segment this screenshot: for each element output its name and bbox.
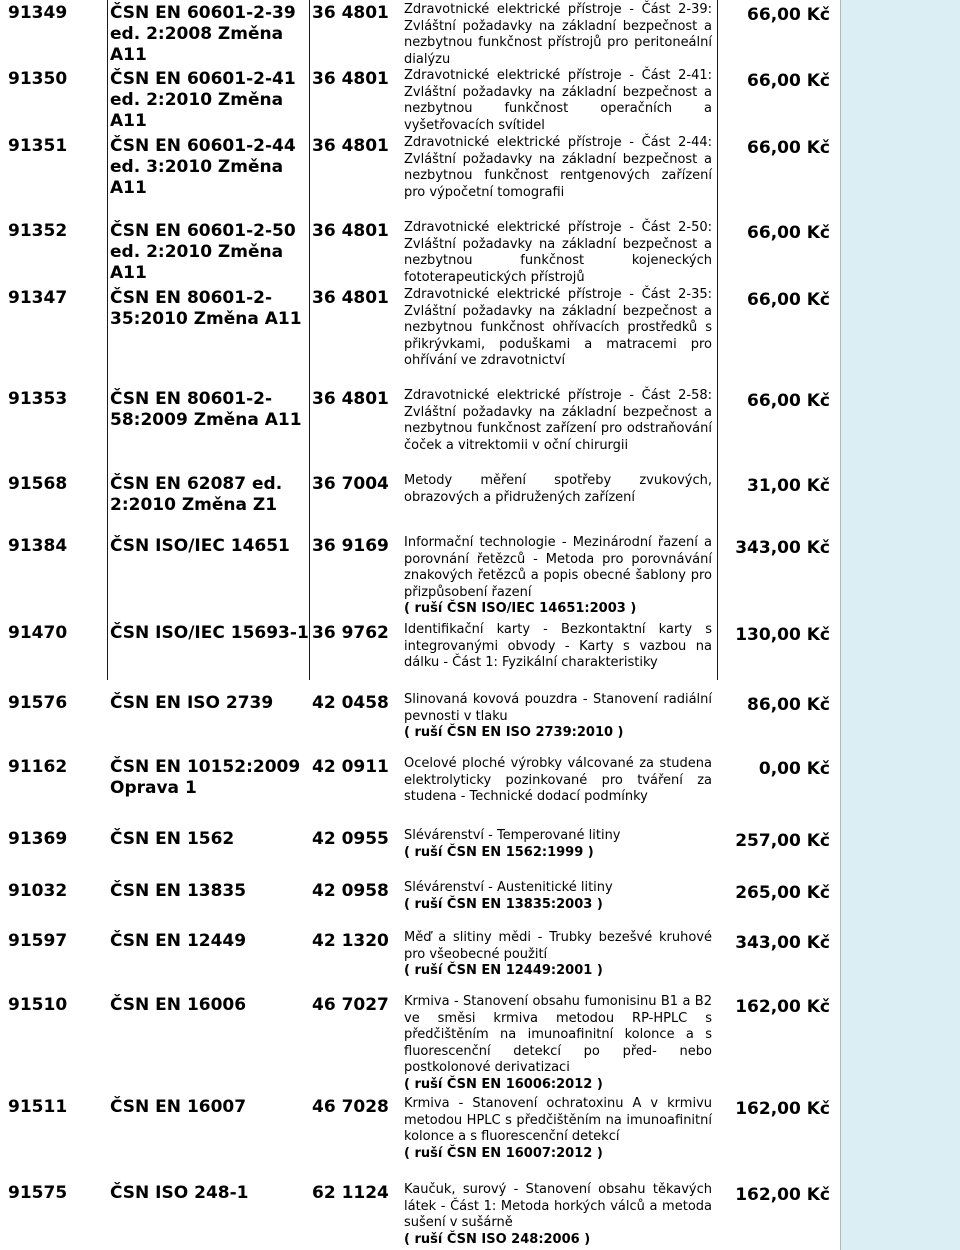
column-divider	[107, 0, 108, 680]
description	[402, 690, 718, 754]
price: 265,00 Kč	[735, 883, 830, 903]
description-text: Zdravotnické elektrické přístroje - Část 2-44: Zvláštní požadavky na základní bezpečnost a nezbytnou funkčnost rentgenových zařízení pro výpočetní tomografii	[404, 135, 712, 200]
description	[402, 1180, 718, 1250]
replaces-note: ( ruší ČSN ISO 248:2006 )	[404, 1231, 591, 1247]
replaces-note: ( ruší ČSN EN ISO 2739:2010 )	[404, 725, 624, 740]
class-code: 42 0458	[312, 693, 389, 713]
standard-code: ČSN EN ISO 2739	[110, 693, 274, 713]
standard-code: ČSN EN 62087 ed. 2:2010 Změna Z1	[110, 474, 283, 515]
description-text: Zdravotnické elektrické přístroje - Část 2-50: Zvláštní požadavky na základní bezpečnost a nezbytnou funkčnost kojeneckých fototerapeutických přístrojů	[404, 220, 712, 285]
replaces-note: ( ruší ČSN EN 1562:1999 )	[404, 844, 594, 860]
table-row	[0, 754, 840, 826]
description-text: Zdravotnické elektrické přístroje - Část 2-41: Zvláštní požadavky na základní bezpečnost a nezbytnou funkčnost operačních a vyšetřovacích svítidel	[404, 68, 712, 133]
description	[402, 0, 718, 66]
price: 343,00 Kč	[735, 933, 830, 953]
standard-code: ČSN EN 60601-2-41 ed. 2:2010 Změna A11	[110, 69, 296, 131]
description	[402, 386, 718, 471]
row-number: 91511	[8, 1097, 68, 1117]
row-number: 91568	[8, 474, 68, 494]
row-number: 91470	[8, 623, 68, 643]
column-divider	[717, 0, 718, 680]
price: 66,00 Kč	[747, 290, 830, 310]
price: 66,00 Kč	[747, 138, 830, 158]
description	[402, 878, 718, 928]
side-column	[840, 0, 960, 1250]
row-number: 91162	[8, 757, 68, 777]
standard-code: ČSN EN 16006	[110, 995, 247, 1015]
row-number: 91576	[8, 693, 68, 713]
price: 162,00 Kč	[735, 1099, 830, 1119]
row-number: 91032	[8, 881, 68, 901]
description-text: Ocelové ploché výrobky válcované za studena elektrolyticky pozinkované pro tváření za studena - Technické dodací podmínky	[404, 756, 712, 804]
table-row	[0, 1094, 840, 1180]
standard-code: ČSN ISO 248-1	[110, 1183, 249, 1203]
description	[402, 826, 718, 878]
price: 66,00 Kč	[747, 391, 830, 411]
class-code: 36 9169	[312, 536, 389, 556]
description-text: Identifikační karty - Bezkontaktní karty s integrovanými obvody - Karty s vazbou na dálku - Část 1: Fyzikální charakteristiky	[404, 622, 712, 670]
standard-code: ČSN EN 16007	[110, 1097, 247, 1117]
class-code: 36 4801	[312, 389, 389, 409]
class-code: 36 4801	[312, 69, 389, 89]
standard-code: ČSN ISO/IEC 14651	[110, 536, 290, 556]
description	[402, 133, 718, 218]
row-number: 91347	[8, 288, 68, 308]
description-text: Krmiva - Stanovení obsahu fumonisinu B1 a B2 ve směsi krmiva metodou RP-HPLC s předčištěním na imunoafinitní kolonce a s fluorescenční detekcí po před- nebo postkolonové derivatizaci	[404, 994, 712, 1075]
table-row	[0, 878, 840, 928]
price: 66,00 Kč	[747, 71, 830, 91]
replaces-note: ( ruší ČSN EN 13835:2003 )	[404, 896, 603, 912]
description-text: Zdravotnické elektrické přístroje - Část 2-39: Zvláštní požadavky na základní bezpečnost a nezbytnou funkčnost přístrojů pro peritoneální dialýzu	[404, 2, 712, 66]
description	[402, 285, 718, 386]
class-code: 36 4801	[312, 3, 389, 23]
description-text: Krmiva - Stanovení ochratoxinu A v krmivu metodou HPLC s předčištěním na imunoafinitní kolonce a s fluorescenční detekcí	[404, 1096, 712, 1144]
class-code: 36 7004	[312, 474, 389, 494]
price: 343,00 Kč	[735, 538, 830, 558]
description	[402, 218, 718, 285]
replaces-note: ( ruší ČSN EN 16007:2012 )	[404, 1145, 603, 1161]
class-code: 42 0911	[312, 757, 389, 777]
price: 31,00 Kč	[747, 476, 830, 496]
description	[402, 928, 718, 992]
standard-code: ČSN EN 60601-2-50 ed. 2:2010 Změna A11	[110, 221, 296, 283]
replaces-note: ( ruší ČSN EN 12449:2001 )	[404, 963, 603, 978]
replaces-note: ( ruší ČSN EN 16006:2012 )	[404, 1076, 603, 1092]
class-code: 36 4801	[312, 288, 389, 308]
class-code: 36 4801	[312, 136, 389, 156]
description	[402, 620, 718, 684]
class-code: 46 7027	[312, 995, 389, 1015]
standard-code: ČSN EN 13835	[110, 881, 247, 901]
description-text: Kaučuk, surový - Stanovení obsahu těkavých látek - Část 1: Metoda horkých válců a metoda sušení v sušárně	[404, 1182, 712, 1230]
class-code: 42 1320	[312, 931, 389, 951]
class-code: 62 1124	[312, 1183, 389, 1203]
standard-code: ČSN EN 60601-2-39 ed. 2:2008 Změna A11	[110, 3, 296, 65]
description-text: Slinovaná kovová pouzdra - Stanovení radiální pevnosti v tlaku	[404, 692, 712, 724]
price: 66,00 Kč	[747, 5, 830, 25]
class-code: 42 0955	[312, 829, 389, 849]
price: 86,00 Kč	[747, 695, 830, 715]
description-text: Slévárenství - Austenitické litiny	[404, 880, 613, 895]
row-number: 91575	[8, 1183, 68, 1203]
table-row	[0, 1180, 840, 1250]
row-number: 91351	[8, 136, 68, 156]
price: 162,00 Kč	[735, 1185, 830, 1205]
price: 162,00 Kč	[735, 997, 830, 1017]
description	[402, 1094, 718, 1180]
class-code: 36 4801	[312, 221, 389, 241]
description	[402, 471, 718, 533]
standard-code: ČSN EN 12449	[110, 931, 247, 951]
row-number: 91510	[8, 995, 68, 1015]
description	[402, 533, 718, 620]
price: 130,00 Kč	[735, 625, 830, 645]
description	[402, 66, 718, 133]
standard-code: ČSN ISO/IEC 15693-1	[110, 623, 309, 643]
class-code: 46 7028	[312, 1097, 389, 1117]
standard-code: ČSN EN 10152:2009 Oprava 1	[110, 757, 301, 798]
price: 257,00 Kč	[735, 831, 830, 851]
lower-rows	[0, 684, 840, 1250]
class-code: 36 9762	[312, 623, 389, 643]
standard-code: ČSN EN 1562	[110, 829, 235, 849]
price: 66,00 Kč	[747, 223, 830, 243]
description-text: Metody měření spotřeby zvukových, obrazových a přidružených zařízení	[404, 473, 712, 505]
standard-code: ČSN EN 80601-2-58:2009 Změna A11	[110, 389, 302, 430]
description-text: Informační technologie - Mezinárodní řazení a porovnání řetězců - Metoda pro porovnávání znakových řetězců a popis obecné šablony pro přizpůsobení řazení	[404, 535, 712, 600]
row-number: 91384	[8, 536, 68, 556]
row-number: 91349	[8, 3, 68, 23]
row-number: 91353	[8, 389, 68, 409]
table-row	[0, 690, 840, 754]
column-divider	[309, 0, 310, 680]
price: 0,00 Kč	[758, 759, 830, 779]
standard-code: ČSN EN 80601-2-35:2010 Změna A11	[110, 288, 302, 329]
class-code: 42 0958	[312, 881, 389, 901]
description	[402, 992, 718, 1094]
standard-code: ČSN EN 60601-2-44 ed. 3:2010 Změna A11	[110, 136, 296, 198]
replaces-note: ( ruší ČSN ISO/IEC 14651:2003 )	[404, 601, 637, 616]
table-row	[0, 992, 840, 1094]
row-number: 91597	[8, 931, 68, 951]
description	[402, 754, 718, 826]
row-number: 91350	[8, 69, 68, 89]
table-row	[0, 928, 840, 992]
table-row	[0, 826, 840, 878]
description-text: Měď a slitiny mědi - Trubky bezešvé kruhové pro všeobecné použití	[404, 930, 712, 962]
description-text: Slévárenství - Temperované litiny	[404, 828, 621, 843]
row-number: 91369	[8, 829, 68, 849]
description-text: Zdravotnické elektrické přístroje - Část 2-35: Zvláštní požadavky na základní bezpečnost a nezbytnou funkčnost ohřívacích prostředků s přikrývkami, poduškami a matracemi pro ohřívání ve zdravotnictví	[404, 287, 712, 368]
description-text: Zdravotnické elektrické přístroje - Část 2-58: Zvláštní požadavky na základní bezpečnost a nezbytnou funkčnost zařízení pro odstraňování čoček a vitrektomii v oční chirurgii	[404, 388, 712, 453]
row-number: 91352	[8, 221, 68, 241]
